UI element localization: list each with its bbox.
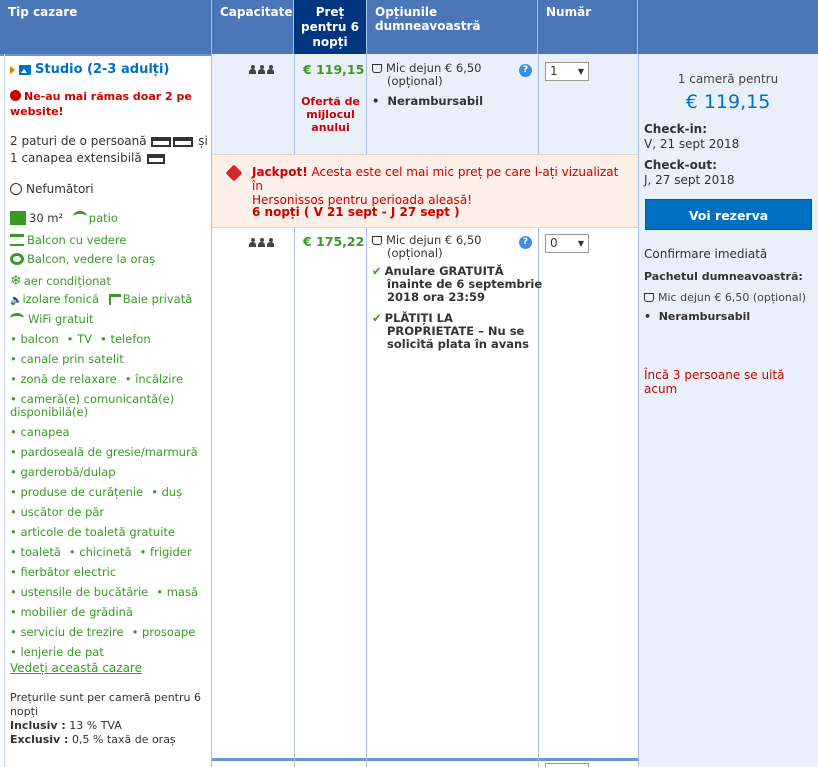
no-smoking-icon bbox=[10, 183, 22, 195]
amenity-item: lenjerie de pat bbox=[20, 645, 104, 659]
room-nonsmoking bbox=[10, 182, 94, 196]
person-icon bbox=[267, 65, 274, 74]
bullet: • bbox=[10, 425, 21, 439]
header-price-l1: Preț bbox=[315, 5, 345, 19]
single-bed-icon bbox=[151, 137, 171, 147]
photo-icon bbox=[19, 65, 31, 75]
amenity-row bbox=[10, 645, 104, 659]
offer2-cancellation bbox=[372, 265, 542, 304]
bullet: • bbox=[100, 332, 111, 346]
header-tip-cazare: Tip cazare bbox=[0, 0, 212, 54]
single-bed-icon bbox=[173, 137, 193, 147]
offer2-breakfast-opt: (opțional) bbox=[387, 246, 443, 260]
header-price[interactable] bbox=[294, 0, 367, 54]
bullet: • bbox=[10, 565, 21, 579]
room-title-link[interactable] bbox=[10, 62, 169, 77]
vline-4b bbox=[366, 228, 367, 767]
amenity-wrap: disponibilă(e) bbox=[10, 405, 89, 419]
next-row-select-stub bbox=[545, 763, 589, 767]
vline-5b bbox=[538, 228, 539, 767]
offer2-help-icon[interactable]: ? bbox=[519, 236, 532, 249]
vline-3b bbox=[294, 228, 295, 767]
tag-icon bbox=[226, 165, 243, 182]
sidebar-package-policy: • Nerambursabil bbox=[644, 310, 751, 323]
jackpot-banner bbox=[212, 154, 638, 228]
city-view-text: Balcon, vedere la oraș bbox=[27, 252, 156, 266]
beds-line1: 2 paturi de o persoană bbox=[10, 134, 147, 148]
bullet: • bbox=[68, 545, 80, 559]
offer2-breakfast bbox=[372, 234, 481, 260]
price-note-l2: nopți bbox=[10, 705, 39, 718]
sidebar-package-label: Pachetul dumneavoastră: bbox=[644, 270, 803, 283]
inclusive-label: Inclusiv : bbox=[10, 719, 66, 732]
amenity-item: încălzire bbox=[135, 372, 184, 386]
offer2-payment bbox=[372, 312, 529, 351]
amenity-item: prosoape bbox=[142, 625, 196, 639]
bullet: • bbox=[10, 625, 21, 639]
amenity-item: duș bbox=[161, 485, 183, 499]
jackpot-text-l2: Hersonissos pentru perioada aleasă! bbox=[252, 193, 473, 207]
see-room-link[interactable]: Vedeți această cazare bbox=[10, 661, 142, 675]
offer1-breakfast-opt: (opțional) bbox=[387, 74, 443, 88]
price-note-l1: Prețurile sunt per cameră pentru 6 bbox=[10, 691, 201, 704]
vline-1 bbox=[4, 54, 5, 767]
amenity-row bbox=[10, 625, 195, 639]
amenity-row bbox=[10, 565, 116, 579]
eye-icon bbox=[10, 253, 24, 265]
header-sidebar bbox=[638, 0, 818, 54]
header-number: Număr bbox=[538, 0, 638, 54]
sofa-bed-icon bbox=[147, 154, 165, 164]
bullet: • bbox=[10, 445, 21, 459]
amenity-item: garderobă/dulap bbox=[20, 465, 116, 479]
amenity-item: TV bbox=[77, 332, 93, 346]
snowflake-icon: ❄ bbox=[10, 273, 22, 289]
facility-sound-bath bbox=[10, 292, 192, 306]
offer1-badge bbox=[295, 95, 366, 134]
facility-area bbox=[10, 211, 118, 225]
amenity-row bbox=[10, 605, 133, 619]
facility-city-view bbox=[10, 252, 155, 266]
amenity-item: ustensile de bucătărie bbox=[20, 585, 149, 599]
sidebar-checkout-label: Check-out: bbox=[644, 158, 717, 172]
coffee-icon bbox=[644, 293, 654, 302]
nonsmoking-text: Nefumători bbox=[26, 182, 94, 196]
offer2-pay-l1: PLĂTIȚI LA bbox=[384, 311, 453, 325]
area-text: 30 m² bbox=[29, 211, 64, 225]
facility-ac bbox=[10, 273, 111, 289]
amenity-item: canapea bbox=[20, 425, 70, 439]
header-capacity: Capacitate bbox=[212, 0, 294, 54]
jackpot-dates: 6 nopți ( V 21 sept - J 27 sept ) bbox=[252, 205, 460, 219]
bullet: • bbox=[10, 505, 21, 519]
price-note bbox=[10, 691, 201, 747]
sidebar-watching: Încă 3 persoane se uită acum bbox=[644, 368, 785, 396]
bullet: • bbox=[10, 645, 21, 659]
bullet: • bbox=[66, 332, 78, 346]
offer1-badge-l1: Ofertă de bbox=[301, 95, 360, 108]
amenity-row bbox=[10, 545, 192, 559]
offer2-cancel-l1: Anulare GRATUITĂ bbox=[384, 264, 504, 278]
room-title: Studio (2-3 adulți) bbox=[35, 62, 170, 77]
offer1-breakfast-text: Mic dejun € 6,50 bbox=[386, 61, 482, 75]
bullet: • bbox=[131, 625, 143, 639]
offer1-policy: • Nerambursabil bbox=[372, 94, 484, 108]
book-button[interactable]: Voi rezerva bbox=[645, 199, 812, 230]
header-price-l2: pentru 6 bbox=[301, 20, 359, 34]
amenity-item: fierbător electric bbox=[20, 565, 117, 579]
cube-icon bbox=[10, 211, 26, 225]
facility-balcony-view bbox=[10, 233, 127, 247]
amenity-row bbox=[10, 372, 183, 386]
exclusive-value: 0,5 % taxă de oraș bbox=[71, 733, 176, 746]
jackpot-text-l1: Acesta este cel mai mic preț pe care l-ați vizualizat în bbox=[252, 165, 619, 193]
person-icon bbox=[258, 65, 265, 74]
bullet: • bbox=[10, 605, 21, 619]
bullet: • bbox=[10, 352, 21, 366]
offer1-capacity bbox=[248, 63, 275, 77]
coffee-icon bbox=[372, 64, 382, 73]
bullet: • bbox=[10, 545, 21, 559]
offer1-qty-select[interactable]: 1 ▼ bbox=[545, 62, 589, 81]
bullet: • bbox=[156, 585, 167, 599]
amenity-item: balcon bbox=[20, 332, 59, 346]
amenity-item: toaletă bbox=[20, 545, 61, 559]
sidebar-rooms-for: 1 cameră pentru bbox=[677, 72, 779, 86]
offer2-price: € 175,22 bbox=[303, 234, 365, 249]
wifi-icon bbox=[10, 313, 24, 323]
exclusive-label: Exclusiv : bbox=[10, 733, 69, 746]
amenity-row bbox=[10, 352, 124, 366]
offer2-breakfast-text: Mic dejun € 6,50 bbox=[386, 233, 482, 247]
beds-and: și bbox=[198, 134, 208, 148]
amenity-item: telefon bbox=[110, 332, 151, 346]
bullet: • bbox=[139, 545, 151, 559]
bullet: • bbox=[10, 525, 21, 539]
amenity-item: canale prin satelit bbox=[20, 352, 124, 366]
check-icon: ✔ bbox=[372, 264, 382, 278]
offer2-pay-l3: solicită plata în avans bbox=[387, 337, 530, 351]
amenity-item: pardoseală de gresie/marmură bbox=[20, 445, 198, 459]
bathroom-text: Baie privată bbox=[122, 292, 193, 306]
sidebar-confirm: Confirmare imediată bbox=[644, 247, 768, 261]
amenity-item: chicinetă bbox=[79, 545, 132, 559]
sidebar-package-policy-text: Nerambursabil bbox=[658, 310, 751, 323]
offer1-price: € 119,15 bbox=[303, 62, 365, 77]
bullet: • bbox=[10, 332, 21, 346]
room-urgency bbox=[10, 89, 205, 119]
amenity-item: serviciu de trezire bbox=[20, 625, 124, 639]
amenity-row bbox=[10, 392, 174, 406]
amenity-row bbox=[10, 505, 104, 519]
amenity-row bbox=[10, 332, 151, 346]
offer2-cancel-l2: înainte de 6 septembrie bbox=[387, 277, 543, 291]
amenity-item: articole de toaletă gratuite bbox=[20, 525, 175, 539]
bullet: • bbox=[124, 372, 136, 386]
vline-4 bbox=[366, 54, 367, 154]
facility-wifi bbox=[10, 312, 94, 326]
inclusive-value: 13 % TVA bbox=[69, 719, 122, 732]
patio-icon bbox=[73, 211, 87, 225]
amenity-item: mobilier de grădină bbox=[20, 605, 133, 619]
bottom-blue-line bbox=[212, 758, 638, 761]
balcony-view-text: Balcon cu vedere bbox=[27, 233, 127, 247]
offer1-policy-text: Nerambursabil bbox=[387, 94, 484, 108]
offer2-capacity bbox=[248, 236, 275, 250]
offer2-qty-select[interactable]: 0 ▼ bbox=[545, 234, 589, 253]
speaker-icon: 🔈 bbox=[10, 295, 23, 306]
sidebar-checkout-value: J, 27 sept 2018 bbox=[644, 173, 735, 187]
shower-icon bbox=[109, 294, 121, 305]
left-top-blue bbox=[0, 54, 212, 56]
amenity-row bbox=[10, 465, 116, 479]
person-icon bbox=[258, 238, 265, 247]
offer1-badge-l3: anului bbox=[311, 121, 350, 134]
coffee-icon bbox=[372, 236, 382, 245]
header-price-l3: nopți bbox=[312, 35, 348, 49]
check-icon: ✔ bbox=[372, 311, 382, 325]
sidebar-total: € 119,15 bbox=[685, 91, 771, 113]
amenity-item: frigider bbox=[150, 545, 192, 559]
soundproof-text: izolare fonică bbox=[22, 292, 100, 306]
sidebar-package-breakfast-text: Mic dejun € 6,50 (opțional) bbox=[658, 291, 806, 304]
amenity-item: masă bbox=[166, 585, 199, 599]
amenity-item: zonă de relaxare bbox=[20, 372, 117, 386]
amenity-row bbox=[10, 425, 70, 439]
person-icon bbox=[267, 238, 274, 247]
person-icon bbox=[249, 65, 256, 74]
bullet: • bbox=[10, 372, 21, 386]
bullet: • bbox=[10, 465, 21, 479]
offer1-help-icon[interactable]: ? bbox=[519, 64, 532, 77]
room-beds bbox=[10, 133, 208, 167]
beds-line2: 1 canapea extensibilă bbox=[10, 151, 142, 165]
amenity-row bbox=[10, 585, 198, 599]
bullet: • bbox=[10, 585, 21, 599]
jackpot-label: Jackpot! bbox=[252, 165, 308, 179]
room-urgency-text: Ne-au mai rămas doar 2 pe website! bbox=[10, 90, 192, 118]
balcony-icon bbox=[10, 234, 24, 246]
sidebar-checkin-label: Check-in: bbox=[644, 122, 708, 136]
wifi-text: WiFi gratuit bbox=[28, 312, 94, 326]
amenity-item: uscător de păr bbox=[20, 505, 105, 519]
sidebar-checkin-value: V, 21 sept 2018 bbox=[644, 137, 740, 151]
offer1-breakfast bbox=[372, 62, 481, 88]
bullet: • bbox=[10, 392, 21, 406]
offer2-cancel-l3: 2018 ora 23:59 bbox=[387, 290, 485, 304]
bullet: • bbox=[151, 485, 162, 499]
expand-arrow-icon bbox=[10, 66, 15, 74]
amenity-row bbox=[10, 485, 182, 499]
bullet: • bbox=[10, 485, 21, 499]
clock-icon bbox=[10, 90, 21, 101]
person-icon bbox=[249, 238, 256, 247]
header-options: Opțiunile dumneavoastră bbox=[367, 0, 538, 54]
amenity-item: produse de curățenie bbox=[20, 485, 144, 499]
amenity-item: cameră(e) comunicantă(e) bbox=[20, 392, 175, 406]
patio-text: patio bbox=[88, 211, 118, 225]
sidebar-package-breakfast bbox=[644, 291, 806, 304]
amenity-row bbox=[10, 525, 175, 539]
offer1-badge-l2: mijlocul bbox=[306, 108, 355, 121]
amenity-row bbox=[10, 445, 198, 459]
vline-5 bbox=[538, 54, 539, 154]
offer2-pay-l2: PROPRIETATE – Nu se bbox=[387, 324, 525, 338]
ac-text: aer condiționat bbox=[23, 274, 111, 288]
